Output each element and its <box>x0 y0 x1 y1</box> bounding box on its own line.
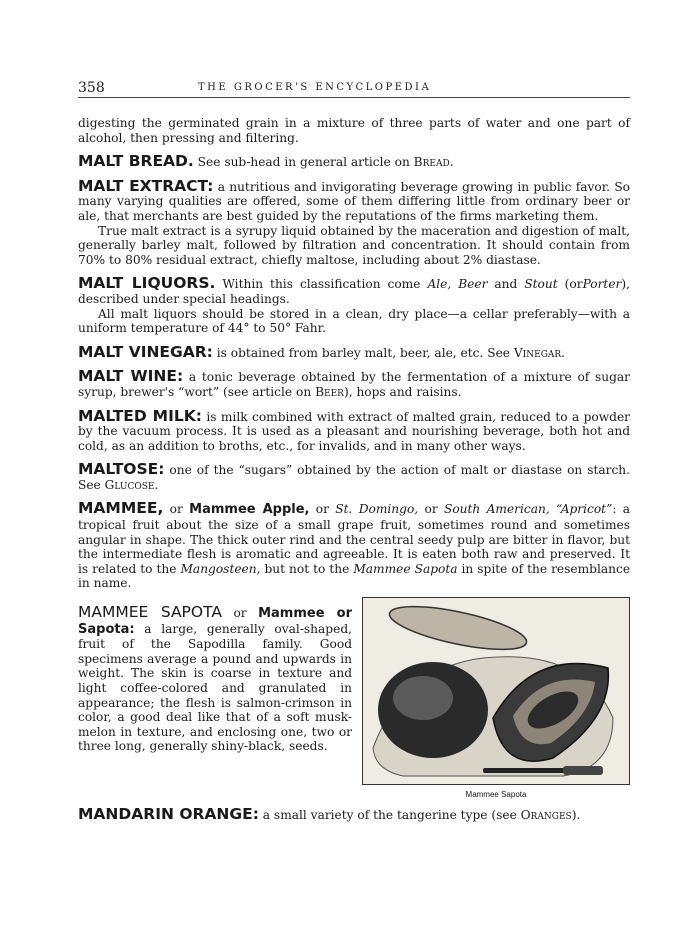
entry-text: a large, generally oval-shaped, fruit of the Sapodilla family. Good specimens average a pound and upwards in weight. The skin is coarse in texture and light coffee-colored and granulated in appearance; the flesh is salmon-crimson in color, a good deal like that of a soft musk-melon in texture, and enclosing one, two or three long, generally shiny-black, seeds. <box>78 621 352 754</box>
entry-heading: MALT LIQUORS. <box>78 274 216 293</box>
continuation-paragraph: digesting the germinated grain in a mixture of three parts of water and one part of alcohol, then pressing and filtering. <box>78 116 630 145</box>
italic-term: South American, “Apricot” <box>444 502 613 517</box>
italic-term: Mangosteen, <box>180 561 261 576</box>
entry-text: Within this classification come <box>222 277 421 292</box>
cross-reference: Oranges <box>520 807 572 822</box>
page-number: 358 <box>78 80 105 96</box>
entry-heading: MAMMEE, <box>78 499 164 518</box>
entry-text: or <box>315 502 329 517</box>
figure-mammee-sapota <box>362 597 630 803</box>
entry-text: is obtained from barley malt, beer, ale, etc. See <box>216 345 511 360</box>
entry-malt-bread <box>78 154 630 170</box>
entry-text: and <box>494 277 518 292</box>
entry-text: ). <box>571 807 581 822</box>
figure-illustration <box>362 597 630 785</box>
cross-reference: Beer <box>315 384 344 399</box>
header-rule <box>78 97 630 98</box>
cross-reference: Glucose. <box>104 477 159 492</box>
entry-paragraph: All malt liquors should be stored in a clean, dry place—a cellar preferably—with a uniform temperature of 44° to 50° Fahr. <box>78 306 630 336</box>
cross-reference: Vinegar. <box>513 345 566 360</box>
entry-text: a small variety of the tangerine type (see <box>262 807 517 822</box>
entry-text: but not to the <box>264 561 350 576</box>
entry-text: or <box>424 502 438 517</box>
entry-malt-wine <box>78 369 630 399</box>
alt-heading: Mammee or Sapota: <box>78 606 352 637</box>
entry-heading: MALTED MILK: <box>78 406 202 425</box>
running-head: THE GROCER'S ENCYCLOPEDIA <box>198 82 432 93</box>
entry-heading: MALT BREAD. <box>78 152 194 171</box>
entry-text: ), hops and raisins. <box>343 384 462 399</box>
entry-heading: MALTOSE: <box>78 460 165 479</box>
entry-malt-liquors <box>78 276 630 306</box>
italic-term: St. Domingo, <box>335 502 419 517</box>
entry-malt-vinegar <box>78 342 630 361</box>
fruit-illustration <box>363 598 629 784</box>
entry-malt-extract <box>78 176 631 224</box>
entry-maltose <box>78 462 630 492</box>
entry-heading: MALT VINEGAR: <box>78 342 213 361</box>
page-body <box>78 116 630 822</box>
entry-text: or <box>233 606 247 621</box>
entry-text: a nutritious and invigorating beverage growing in public favor. So many varying qualities are offered, some of them differing little from ordinary beer or ale, that merchants are best guided by the reputations of the firms marketing them. <box>78 179 631 223</box>
entry-malted-milk <box>78 406 631 454</box>
entry-heading: MALT EXTRACT: <box>78 176 214 195</box>
entry-text: a tonic beverage obtained by the fermentation of a mixture of sugar syrup, brewer's “wort” (see article on <box>78 370 631 399</box>
entry-text: (or <box>564 277 583 292</box>
cross-reference: Bread. <box>413 155 454 170</box>
entry-mandarin-orange <box>78 804 630 823</box>
entry-text: ), described under special headings. <box>78 277 631 306</box>
entry-text: is milk combined with extract of malted grain, reduced to a powder by the vacuum process. It is used as a pleasant and nourishing beverage, both hot and cold, as an addition to broths, etc., for invalids, and in many other ways. <box>78 409 631 453</box>
italic-term: Ale, Beer <box>427 277 488 292</box>
italic-term: Mammee Sapota <box>353 561 458 576</box>
entry-text: a tropical fruit about the size of a small grape fruit, sometimes round and sometimes angular in shape. The thick outer rind and the central seedy pulp are bitter in flavor, but the intermediate flesh is aromatic and agreeable. It is eaten both raw and preserved. It is related to the <box>78 502 631 576</box>
entry-text: in spite of the resemblance in name. <box>78 561 631 591</box>
entry-mammee <box>78 501 630 591</box>
entry-heading: MANDARIN ORANGE: <box>78 804 259 823</box>
entry-paragraph: True malt extract is a syrupy liquid obtained by the maceration and digestion of malt, generally barley malt, followed by filtration and concentration. It should contain from 70% to 80% residual extract, chiefly maltose, including about 2% diastase. <box>78 223 630 267</box>
italic-term: Porter <box>582 277 622 292</box>
entry-text: one of the “sugars” obtained by the action of malt or diastase on starch. See <box>78 463 631 492</box>
figure-caption: Mammee Sapota <box>465 790 527 800</box>
entry-heading: MAMMEE SAPOTA <box>78 603 222 622</box>
italic-term: Stout <box>524 277 558 292</box>
alt-heading: Mammee Apple, <box>189 502 310 518</box>
entry-heading: MALT WINE: <box>78 367 184 386</box>
entry-text: or <box>169 502 183 517</box>
entry-text: : <box>612 502 617 517</box>
entry-text: See sub-head in general article on <box>197 155 410 170</box>
page-header <box>78 80 630 100</box>
